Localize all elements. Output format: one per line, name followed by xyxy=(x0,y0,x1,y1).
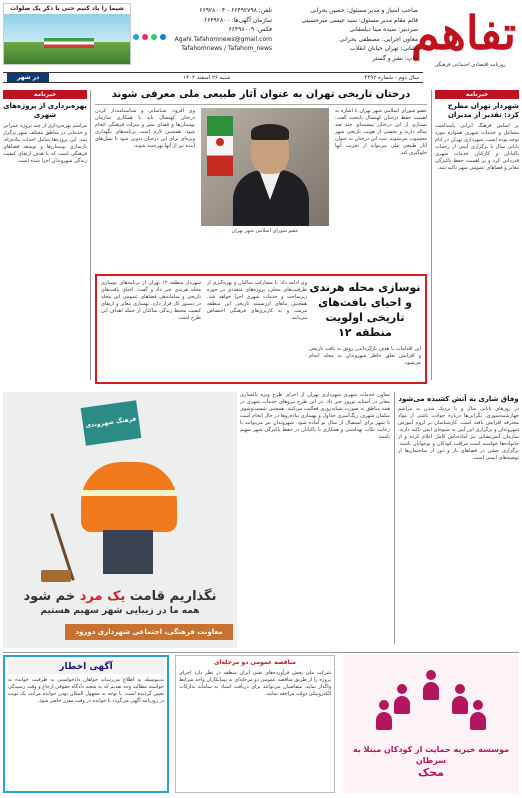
social-handles[interactable]: Tafahomnews / Tafahom_news xyxy=(181,45,272,52)
contact-email[interactable]: Agahi.Tafahomnews@gmail.com xyxy=(174,35,272,43)
bottom-ads-strip xyxy=(3,652,519,794)
main-section xyxy=(95,88,427,386)
ad-headline-part: نگذاریم قامت xyxy=(125,589,217,604)
article-title[interactable]: بهره‌برداری از پروژه‌های شهری xyxy=(3,102,87,119)
figure-icon xyxy=(470,700,486,730)
charity-ad[interactable] xyxy=(343,655,519,793)
notice-title: آگهی اخطار xyxy=(8,660,164,674)
notice-body: بدینوسیله به اطلاع می‌رساند خواهان دادخواستی به طرفیت خوانده به خواسته مطالبه وجه تقدیم که به شعبه دادگاه حقوقی ارجاع و وقت رسیدگی تعیین گردیده است. با توجه به مجهول المکان بودن خوانده مراتب یک نوبت در روزنامه آگهی می‌گردد تا خوانده در وقت مقرر حاضر شود. xyxy=(8,677,164,704)
contact-line: سازمان آگهی‌ها: ۶۶۴۹۲۸۰۰ xyxy=(203,16,272,24)
figure-icon xyxy=(452,684,468,714)
ad-sponsor: معاونت فرهنگی، اجتماعی شهرداری دورود xyxy=(65,624,233,640)
tender-body: شرکت ملی پخش فرآورده‌های نفتی ایران منطقه در نظر دارد اجرای پروژه را از طریق مناقصه عمومی دو مرحله‌ای به پیمانکاران واجد شرایط واگذار نماید. متقاضیان می‌توانند برای دریافت اسناد به سامانه تدارکات الکترونیکی دولت مراجعه نمایند. xyxy=(179,670,331,697)
boxed-article-body: شهردار منطقه ۱۲ تهران از برنامه‌های نوسازی محله هرندی خبر داد و گفت: احیای بافت‌های تاریخی و ساماندهی فضاهای عمومی این محله در دستور کار قرار دارد. بهسازی معابر و ارتقای کیفیت محیط زندگی ساکنان از جمله اهداف این طرح است. xyxy=(101,280,201,321)
tender-title: مناقصه عمومی دو مرحله‌ای xyxy=(213,659,297,666)
credit-line: چاپ: نشر و گستر xyxy=(372,54,418,62)
issue-number: سال دوم - شماره ۴۴۹۲ xyxy=(364,74,419,81)
bottom-middle-article xyxy=(240,392,390,644)
ad-headline-highlight: یک مرد xyxy=(79,589,126,604)
main-article-body-continued: وی افزود: شناسایی و شناسنامه‌دار کردن درختان کهنسال باید با همکاری سازمان بوستان‌ها و فضای سبز و میراث فرهنگی انجام شود. همچنین لازم است برنامه‌های نگهداری ویژه‌ای برای این درختان تدوین شود تا نسل‌های آینده نیز از آنها بهره‌مند شوند. xyxy=(95,108,195,149)
main-article-photo xyxy=(201,108,329,226)
legal-notice-ad[interactable] xyxy=(3,655,169,793)
boxed-article-body: وی ادامه داد: با مشارکت ساکنان و بهره‌گیری از ظرفیت‌های محلی، پروژه‌های متعددی در حوزه زیرساخت و خدمات شهری اجرا خواهد شد. همچنین بناهای ارزشمند تاریخی این منطقه مرمت و به کاربری‌های فرهنگی اختصاص می‌یابند. xyxy=(207,280,307,321)
credit-line: قائم مقام مدیر مسئول: سید عیسی میرحسینی xyxy=(301,16,418,24)
figure-icon xyxy=(394,684,410,714)
whatsapp-icon[interactable] xyxy=(151,34,157,40)
instagram-icon[interactable] xyxy=(142,34,148,40)
contact-line: فکس: ۶۶۴۹۸۰۰۹ xyxy=(228,26,272,33)
article-body: در روزهای پایانی سال و با نزدیک شدن به مراسم چهارشنبه‌سوری، نگرانی‌ها درباره حوادث ناشی از مواد محترقه افزایش یافته است. کارشناسان بر لزوم آموزش شهروندان و برگزاری این آیین به شیوه‌ای ایمن تاکید دارند. سازمان آتش‌نشانی نیز آماده‌باش کامل اعلام کرده و از خانواده‌ها خواسته است مراقب کودکان و نوجوانان باشند. برگزاری جشن در فضاهای باز و دور از ساختمان‌ها از توصیه‌های ایمنی است. xyxy=(398,406,519,461)
contact-line: تلفن: ۶۶۴۹۲۷۹۸ - ۶۶۹۲۸۰۰۴ xyxy=(199,7,272,14)
emblem-icon xyxy=(216,138,224,146)
contact-info xyxy=(132,6,272,54)
editorial-credits xyxy=(278,6,418,63)
section-tag: خبرنامه xyxy=(3,90,87,99)
telegram-icon[interactable] xyxy=(160,34,166,40)
masthead xyxy=(0,0,522,84)
ad-headline-part: خم شود xyxy=(23,589,80,604)
article-body: معاون خدمات شهری شهرداری تهران از اجرای طرح ویژه پاکسازی معابر در آستانه نوروز خبر داد. در این طرح نیروهای خدمات شهری در همه مناطق به صورت شبانه‌روزی فعالیت می‌کنند. همچنین شست‌وشوی مبلمان شهری، رنگ‌آمیزی جداول و بهسازی پیاده‌روها در حال انجام است تا شهر برای استقبال از سال نو آماده شود. شهروندان نیز می‌توانند با رعایت نکات بهداشتی و همکاری با پاکبانان در حفظ پاکیزگی شهر سهیم باشند. xyxy=(240,392,390,440)
twitter-icon[interactable] xyxy=(133,34,139,40)
main-article-body: عضو شورای اسلامی شهر تهران با اشاره به اهمیت حفظ درختان کهنسال پایتخت گفت: بسیاری از این درختان پیشینه‌ای چند صد ساله دارند و بخشی از هویت تاریخی شهر محسوب می‌شوند. ثبت این درختان به عنوان آثار طبیعی ملی می‌تواند از تخریب آنها جلوگیری کند. xyxy=(335,108,427,156)
article-title[interactable]: شهردار تهران مطرح کرد: تقدیر از مدیران xyxy=(447,102,519,119)
credit-line: سردبیر: سیده مینا دیلمقانی xyxy=(349,26,418,33)
campaign-logo: فرهنگ شهروندی xyxy=(81,400,142,445)
right-column-article xyxy=(431,90,519,380)
flag-icon xyxy=(207,116,233,176)
section-label[interactable]: در شهر xyxy=(7,73,49,82)
credit-line: معاون اجرایی: مصطفی بحرانی xyxy=(339,35,418,43)
section-tag: خبرنامه xyxy=(435,90,519,99)
credit-line: نشانی: تهران خیابان انقلاب xyxy=(350,45,418,52)
person-hair xyxy=(251,124,289,140)
civic-advertisement[interactable] xyxy=(3,392,237,648)
ad-headline xyxy=(3,588,237,606)
boxed-article-body: این اقدامات با هدف بازگرداندن رونق به بافت تاریخی و افزایش تعلق خاطر شهروندان به محله انجام می‌شود. xyxy=(309,346,421,366)
tender-ad[interactable] xyxy=(175,655,335,793)
bottom-right-article xyxy=(394,392,519,644)
broom-head xyxy=(41,570,71,582)
main-headline[interactable]: درختان تاریخی تهران به عنوان آثار طبیعی ملی معرفی شوند xyxy=(95,88,427,105)
article-body: مراسم بهره‌برداری از چند پروژه عمرانی و خدماتی در مناطق مختلف شهر برگزار شد. این پروژه‌ها شامل احداث پیاده‌راه، بازسازی بوستان‌ها و توسعه فضاهای فرهنگی است که با هدف ارتقای کیفیت زندگی شهروندان اجرا شده است. xyxy=(3,123,87,164)
figure-icon xyxy=(376,700,392,730)
article-title[interactable]: وفاق شاری به آتش کشیده می‌شود xyxy=(398,395,519,403)
boxed-article xyxy=(95,274,427,384)
newspaper-logo[interactable] xyxy=(411,4,516,76)
publication-date: شنبه ۲۶ اسفند ۱۴۰۲ xyxy=(183,74,231,81)
photo-caption: عضو شورای اسلامی شهر تهران xyxy=(231,228,299,234)
logo-tagline: روزنامه اقتصادی اجتماعی فرهنگی xyxy=(434,62,506,68)
worker-legs xyxy=(103,530,153,574)
charity-logo-icon xyxy=(376,664,486,744)
worker-figure xyxy=(81,462,177,532)
charity-name: موسسه خیریه حمایت از کودکان مبتلا به سرطان xyxy=(352,745,510,765)
article-body: بر اساس فرهنگ ایرانی پاسداشت مشاغل و خدمات شهری همواره مورد توجه بوده است. شهرداری تهران در ایام پایانی سال با برگزاری آیینی از زحمات پاکبانان و کارکنان خدمات شهری قدردانی کرد و بر اهمیت حفظ پاکیزگی معابر و فضاهای عمومی شهر تاکید شد. xyxy=(435,123,519,171)
charity-short-name: محک xyxy=(417,766,444,779)
logo-wordmark: تفاهم xyxy=(411,6,516,60)
figure-icon xyxy=(423,670,439,700)
boxed-article-title[interactable]: نوسازی محله هرندی و احیای بافت‌های تاریخی اولویت منطقه ۱۲ xyxy=(309,281,421,339)
header-photo-caption: شیما را یاد کنیم حتی با ذکر یک صلوات xyxy=(4,4,130,14)
flag-icon xyxy=(44,38,94,48)
vest-stripe xyxy=(81,490,177,496)
date-bar xyxy=(3,72,423,83)
credit-line: صاحب امتیاز و مدیر مسئول: حسین بحرانی xyxy=(310,7,418,14)
social-icons xyxy=(133,34,166,40)
header-photo xyxy=(3,3,131,65)
left-column-article xyxy=(3,90,91,380)
ad-subline: همه ما در زیبایی شهر سهیم هستیم xyxy=(40,606,200,616)
